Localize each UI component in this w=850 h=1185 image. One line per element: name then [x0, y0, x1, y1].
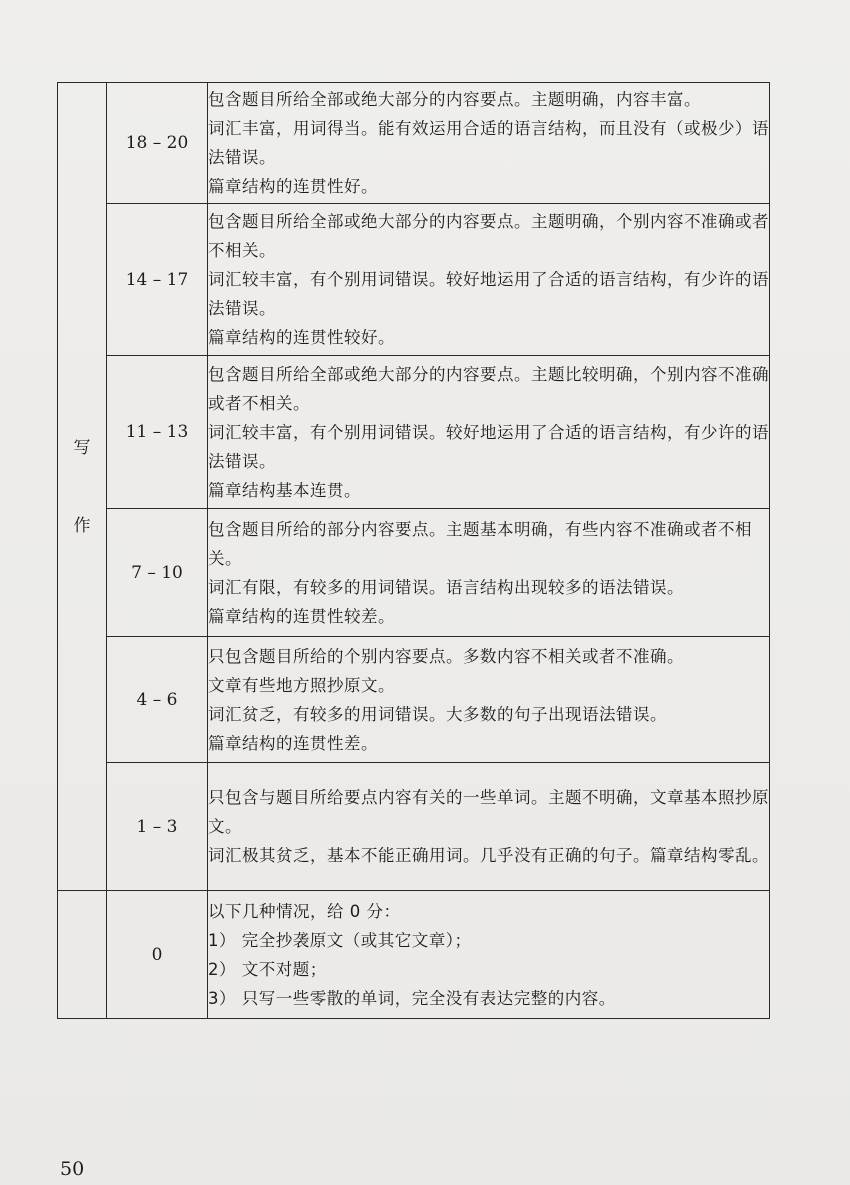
table-row — [58, 891, 770, 1019]
score-band: 18 – 20 — [107, 83, 208, 204]
criteria-line: 包含题目所给的部分内容要点。主题基本明确，有些内容不准确或者不相关。 — [208, 519, 752, 568]
page-number: 50 — [60, 1158, 85, 1180]
criteria-line: 篇章结构的连贯性好。 — [208, 177, 378, 196]
table-row — [58, 509, 770, 637]
criteria-line: 词汇有限，有较多的用词错误。语言结构出现较多的语法错误。 — [208, 577, 684, 597]
score-band: 7 – 10 — [107, 509, 208, 637]
table-row — [58, 763, 770, 891]
criteria-line: 词汇较丰富，有个别用词错误。较好地运用了合适的语言结构，有少许的语法错误。 — [208, 270, 769, 318]
criteria-line: 包含题目所给全部或绝大部分的内容要点。主题明确，个别内容不准确或者不相关。 — [208, 212, 769, 260]
table-row — [58, 204, 770, 356]
table-row — [58, 83, 770, 204]
criteria-line: 篇章结构的连贯性较好。 — [208, 328, 395, 347]
criteria-line: 以下几种情况，给 0 分： — [208, 901, 401, 921]
score-band: 11 – 13 — [107, 356, 208, 509]
category-cell-empty — [58, 891, 107, 1019]
criteria-line: 只包含与题目所给要点内容有关的一些单词。主题不明确，文章基本照抄原文。 — [208, 788, 769, 836]
criteria-line: 2） 文不对题； — [208, 959, 327, 979]
criteria-cell — [208, 83, 770, 204]
score-band: 14 – 17 — [107, 204, 208, 356]
table-row — [58, 356, 770, 509]
criteria-line: 篇章结构的连贯性较差。 — [208, 606, 395, 626]
criteria-line: 包含题目所给全部或绝大部分的内容要点。主题比较明确，个别内容不准确或者不相关。 — [208, 364, 769, 413]
scoring-rubric-table — [57, 82, 770, 1019]
criteria-line: 3） 只写一些零散的单词，完全没有表达完整的内容。 — [208, 988, 616, 1008]
criteria-cell — [208, 204, 770, 356]
criteria-cell — [208, 509, 770, 637]
category-char: 写 — [73, 437, 91, 458]
category-cell — [58, 83, 107, 891]
criteria-line: 词汇较丰富，有个别用词错误。较好地运用了合适的语言结构，有少许的语法错误。 — [208, 422, 769, 471]
score-band: 4 – 6 — [107, 637, 208, 763]
criteria-line: 只包含题目所给的个别内容要点。多数内容不相关或者不准确。 — [208, 646, 684, 666]
criteria-cell — [208, 356, 770, 509]
criteria-line: 1） 完全抄袭原文（或其它文章）； — [208, 930, 472, 950]
criteria-line: 篇章结构基本连贯。 — [208, 480, 361, 500]
table-row — [58, 637, 770, 763]
criteria-line: 词汇贫乏，有较多的用词错误。大多数的句子出现语法错误。 — [208, 704, 667, 724]
criteria-line: 包含题目所给全部或绝大部分的内容要点。主题明确，内容丰富。 — [208, 90, 701, 109]
criteria-line: 词汇极其贫乏，基本不能正确用词。几乎没有正确的句子。篇章结构零乱。 — [208, 846, 769, 865]
criteria-cell — [208, 637, 770, 763]
criteria-line: 篇章结构的连贯性差。 — [208, 733, 378, 753]
score-band: 1 – 3 — [107, 763, 208, 891]
score-band: 0 — [107, 891, 208, 1019]
criteria-line: 词汇丰富，用词得当。能有效运用合适的语言结构，而且没有（或极少）语法错误。 — [208, 119, 769, 167]
criteria-cell — [208, 891, 770, 1019]
category-char: 作 — [73, 515, 91, 536]
criteria-line: 文章有些地方照抄原文。 — [208, 675, 395, 695]
criteria-cell — [208, 763, 770, 891]
